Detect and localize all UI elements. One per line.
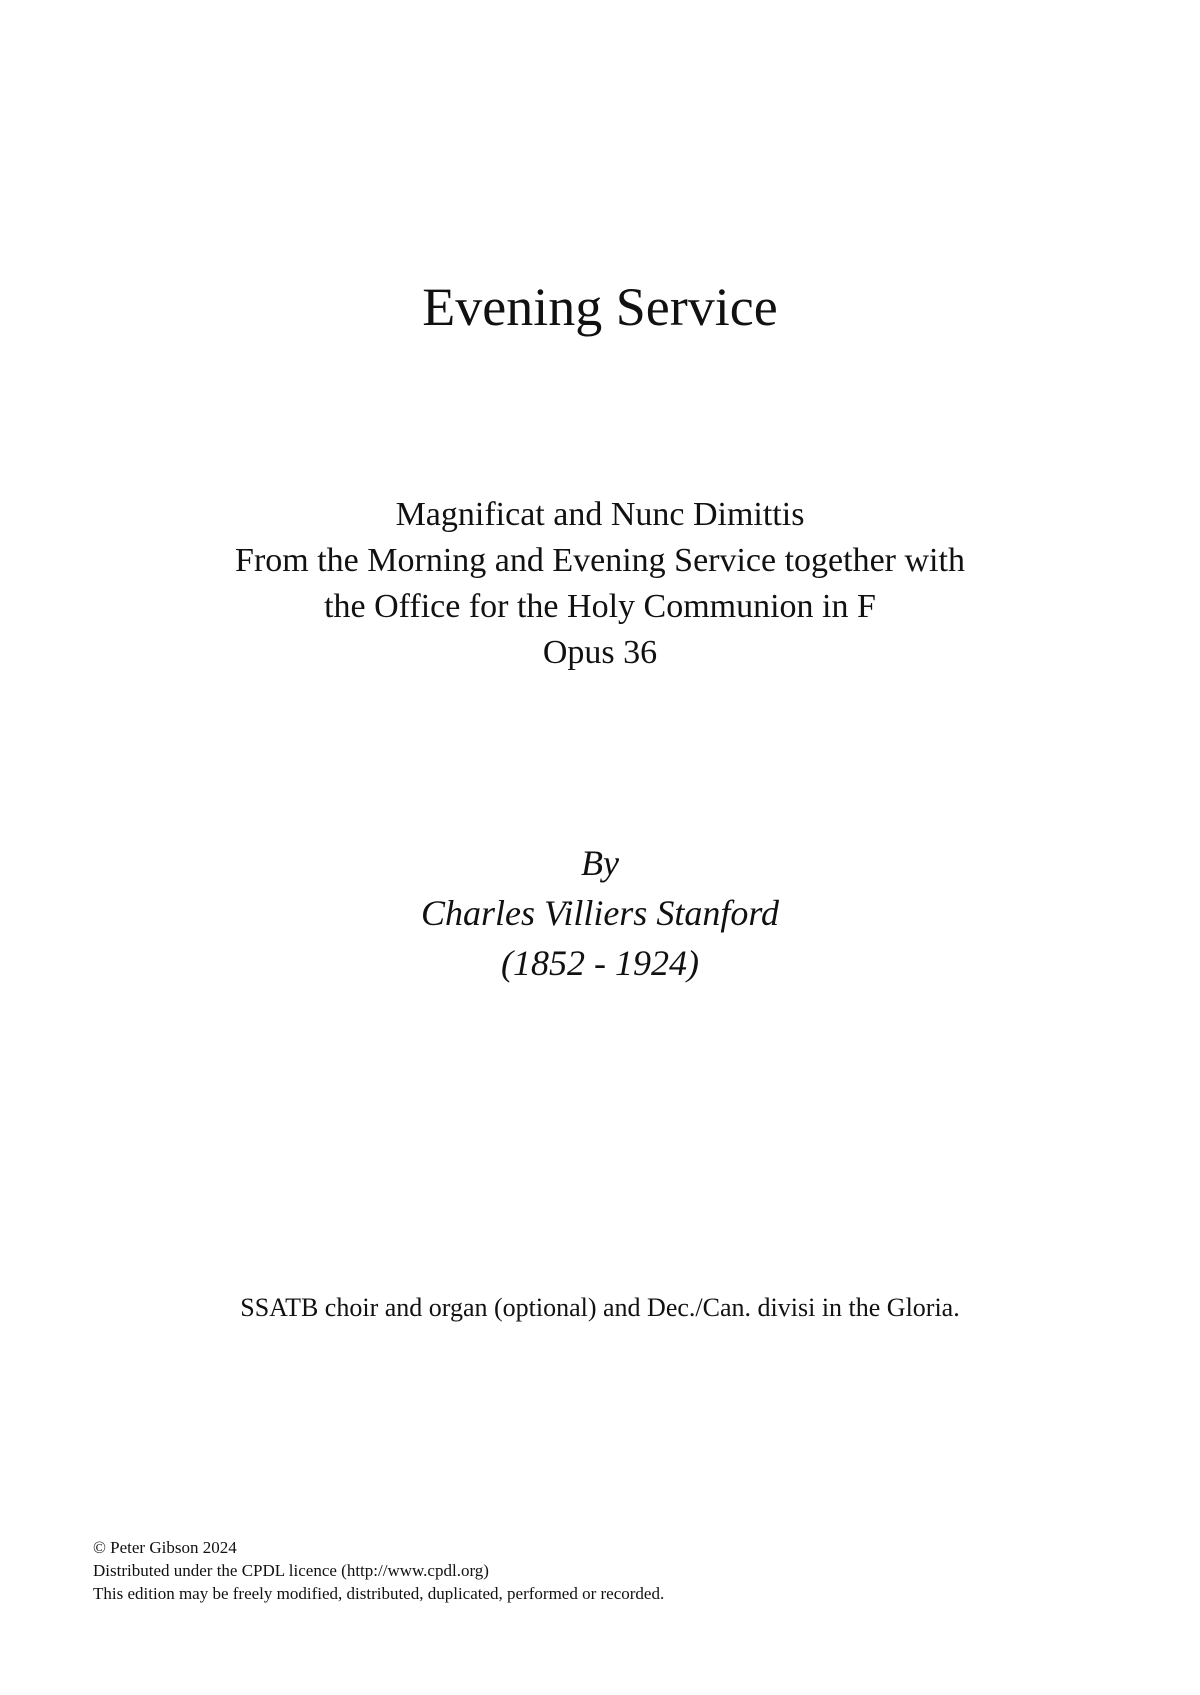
subtitle-line-2: From the Morning and Evening Service together with [235,542,965,579]
scoring-note: SSATB choir and organ (optional) and Dec./Can. divisi in the Gloria. [240,1293,960,1322]
licence-line: Distributed under the CPDL licence (http://www.cpdl.org) [93,1561,489,1580]
subtitle-line-3: the Office for the Holy Communion in F [324,588,876,625]
copyright-line: © Peter Gibson 2024 [93,1538,237,1557]
opus-number: Opus 36 [542,634,658,671]
work-subtitle [0,492,1200,676]
composer-credit [0,838,1200,988]
subtitle-line-1: Magnificat and Nunc Dimittis [395,496,805,533]
composer-name: Charles Villiers Stanford [420,893,779,933]
copyright-footer [93,1536,664,1605]
by-label: By [581,843,619,883]
page-title: Evening Service [422,277,778,337]
permission-line: This edition may be freely modified, distributed, duplicated, performed or recorded. [93,1584,665,1603]
composer-dates: (1852 - 1924) [501,943,699,983]
